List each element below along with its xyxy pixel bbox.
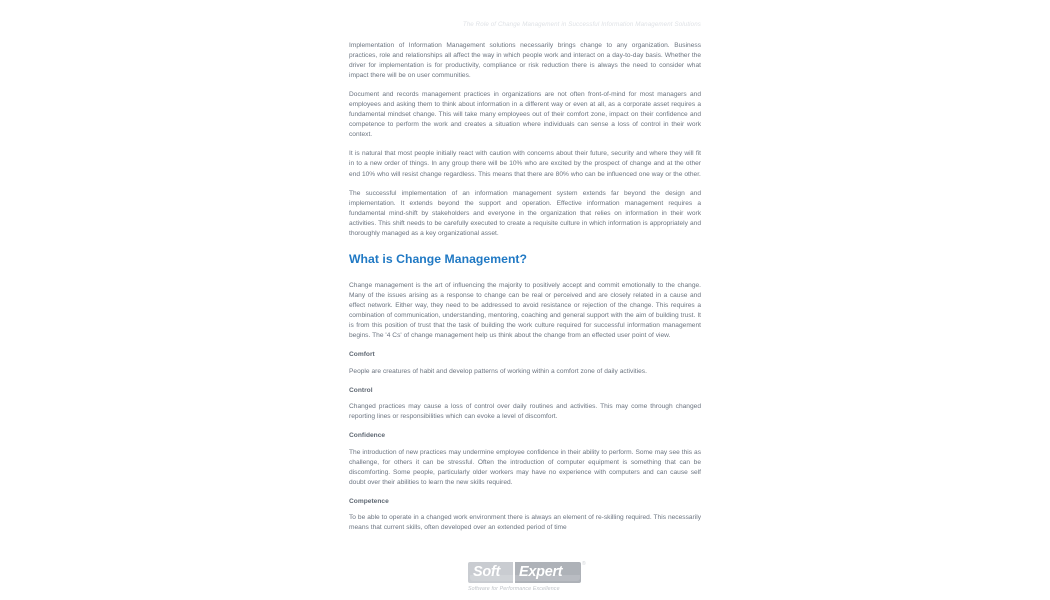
softexpert-logo (464, 562, 588, 596)
section-intro-paragraph: Change management is the art of influencing the majority to positively accept and commit emotionally to the change. Many of the issues arising as a response to change can be real or perceived and are closely related in a cause and effect network. Either way, they need to be addressed to avoid resistance or rejection of the change. This requires a combination of communication, understanding, mentoring, coaching and general support with the aim of building trust. It is from this position of trust that the task of building the work culture required for successful information management begins. The '4 Cs' of change management help us think about the change from an effected user point of view. (349, 281, 701, 340)
paragraph-control: Changed practices may cause a loss of control over daily routines and activities. This may come through changed reporting lines or responsibilities which can evoke a level of discomfort. (349, 403, 701, 421)
sub-heading-confidence: Confidence (349, 432, 386, 440)
paragraph-comfort: People are creatures of habit and develop patterns of working within a comfort zone of daily activities. (349, 367, 647, 375)
sub-heading-control: Control (349, 386, 373, 394)
content-column (349, 0, 701, 600)
sub-heading-competence: Competence (349, 497, 389, 505)
paragraph: Document and records management practices in organizations are not often front-of-mind for most managers and employees and asking them to think about information in a different way or even at all, as a corporate asset requires a fundamental mindset change. This will take many employees out of their comfort zone, impact on their confidence and competence to perform the work and creates a situation where individuals can sense a loss of control in their work context. (349, 91, 701, 139)
paragraph: Implementation of Information Management solutions necessarily brings change to any organization. Business practices, role and relationships all affect the way in which people work and interact on a day-to-day basis. Whether the driver for implementation is for productivity, compliance or risk reduction there is always the need to consider what impact there will be on user communities. (349, 42, 701, 80)
running-header: The Role of Change Management in Successful Information Management Solutions (462, 21, 701, 28)
paragraph: It is natural that most people initially react with caution with concerns about their future, security and where they will fit in to a new order of things. In any group there will be 10% who are excited by the prospect of change and at the other end 10% who will resist change regardless. This means that there are 80% who can be influenced one way or the other. (349, 150, 701, 178)
logo-mark (468, 561, 586, 583)
paragraph-competence: To be able to operate in a changed work environment there is always an element of re-skilling required. This necessarily means that current skills, often developed over an extended period of time (349, 514, 701, 532)
logo-word-expert: Expert (519, 564, 563, 580)
paragraph-confidence: The introduction of new practices may undermine employee confidence in their ability to perform. Some may see this as challenge, for others it can be stressful. Often the introduction of computer equipment is something that can be discomforting. Some people, particularly older workers may have no experience with computers and can cause self doubt over their abilities to learn the new skills required. (349, 448, 701, 486)
sub-heading-comfort: Comfort (349, 351, 375, 359)
logo-tagline: Software for Performance Excellence (468, 586, 560, 592)
registered-trademark-icon: ® (582, 561, 586, 567)
body-flow (349, 41, 701, 543)
logo-word-soft: Soft (473, 564, 500, 580)
paragraph: The successful implementation of an information management system extends far beyond the design and implementation. It extends beyond the support and operation. Effective information management requires a fundamental mind-shift by stakeholders and everyone in the organization that relies on information in their work activities. This shift needs to be carefully executed to create a requisite culture in which information is appropriately and thoroughly managed as a key organizational asset. (349, 189, 701, 237)
section-heading-what-is-change-management: What is Change Management? (349, 251, 528, 266)
